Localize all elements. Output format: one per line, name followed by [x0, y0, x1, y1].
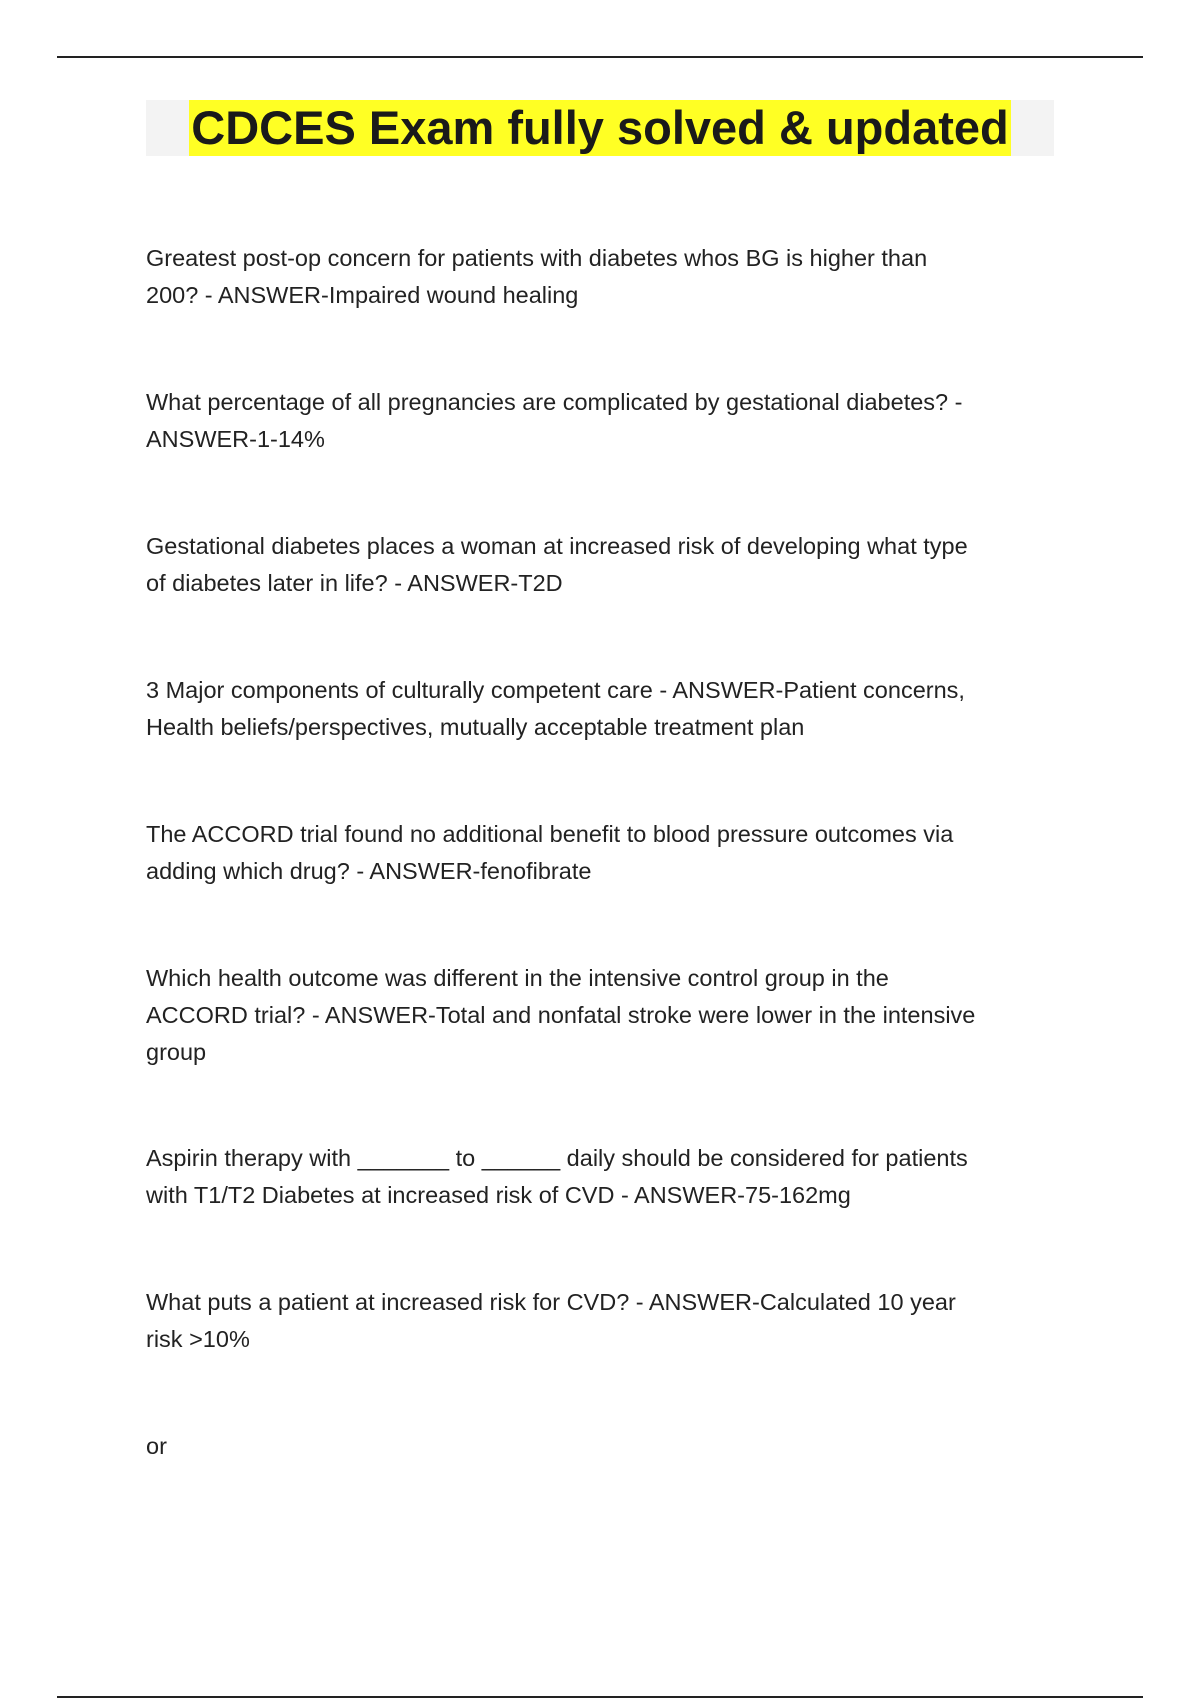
qa-line: Which health outcome was different in the intensive control group in the	[146, 965, 889, 991]
qa-line: of diabetes later in life? - ANSWER-T2D	[146, 570, 563, 596]
qa-line: The ACCORD trial found no additional benefit to blood pressure outcomes via	[146, 821, 954, 847]
qa-item	[146, 816, 953, 890]
qa-line: 200? - ANSWER-Impaired wound healing	[146, 282, 579, 308]
qa-item	[146, 1140, 968, 1214]
qa-item	[146, 672, 965, 746]
qa-item	[146, 384, 962, 458]
qa-line: with T1/T2 Diabetes at increased risk of CVD - ANSWER-75-162mg	[146, 1182, 851, 1208]
qa-line: Greatest post-op concern for patients with diabetes whos BG is higher than	[146, 245, 928, 271]
qa-item	[146, 528, 968, 602]
qa-line: ACCORD trial? - ANSWER-Total and nonfatal stroke were lower in the intensive	[146, 1002, 976, 1028]
qa-line: risk >10%	[146, 1326, 250, 1352]
qa-line: or	[146, 1433, 167, 1459]
qa-line: Aspirin therapy with _______ to ______ daily should be considered for patients	[146, 1145, 968, 1171]
bottom-rule	[57, 1696, 1143, 1698]
qa-line: Gestational diabetes places a woman at increased risk of developing what type	[146, 533, 968, 559]
qa-line: group	[146, 1039, 207, 1065]
qa-item	[146, 240, 927, 314]
qa-line: ANSWER-1-14%	[146, 426, 325, 452]
qa-line: What percentage of all pregnancies are complicated by gestational diabetes? -	[146, 389, 963, 415]
qa-item	[146, 1428, 167, 1465]
qa-item	[146, 960, 975, 1071]
top-rule	[57, 56, 1143, 58]
qa-line: 3 Major components of culturally competent care - ANSWER-Patient concerns,	[146, 677, 965, 703]
qa-item	[146, 1284, 956, 1358]
title-banner	[146, 100, 1054, 156]
qa-line: Health beliefs/perspectives, mutually acceptable treatment plan	[146, 714, 805, 740]
document-title: CDCES Exam fully solved & updated	[191, 101, 1009, 154]
qa-line: What puts a patient at increased risk for CVD? - ANSWER-Calculated 10 year	[146, 1289, 956, 1315]
qa-line: adding which drug? - ANSWER-fenofibrate	[146, 858, 592, 884]
